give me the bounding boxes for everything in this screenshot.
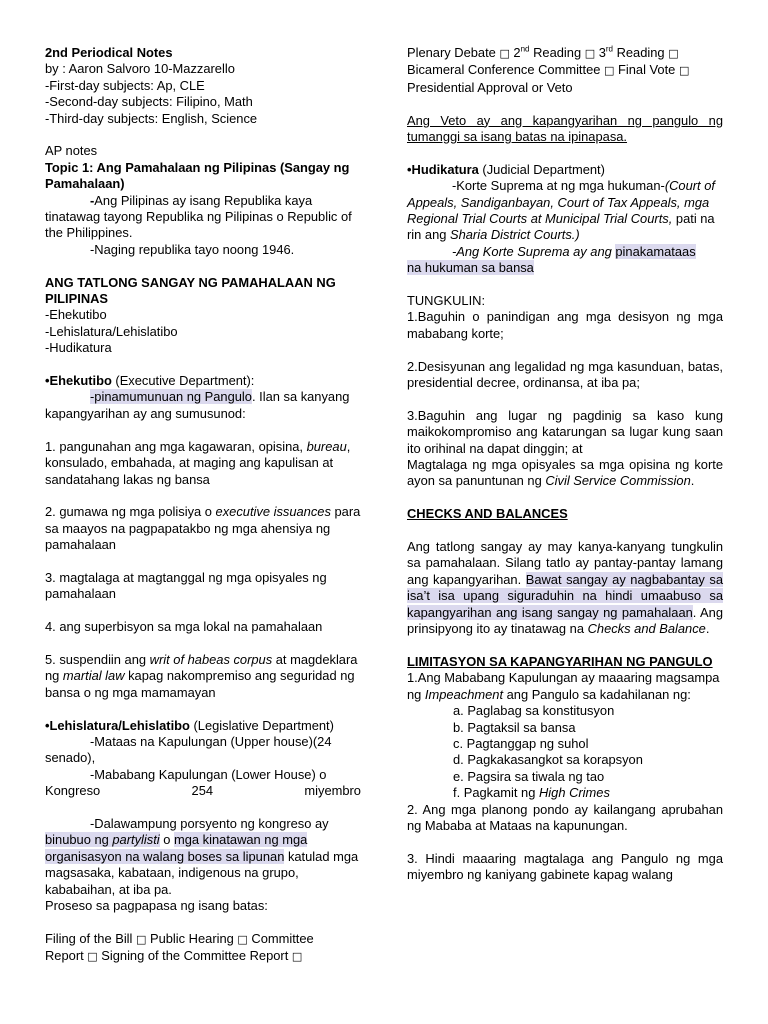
text: katulad mga magsasaka, kabataan, indigenous na grupo, kababaihan, at iba pa. xyxy=(45,848,359,897)
text: Ang Pilipinas ay isang Republika kaya tinatawag tayong Republika ng Pilipinas o Republic of the Philippines. xyxy=(45,192,352,241)
process-line-2 xyxy=(45,948,361,965)
italic: Civil Service Commission xyxy=(545,473,691,489)
lehislatura-heading xyxy=(45,718,361,734)
text: o xyxy=(159,832,175,848)
box-glyph: □ xyxy=(87,950,98,964)
italic: writ of habeas corpus xyxy=(149,651,273,667)
limitasyon-item: e. Pagsira sa tiwala ng tao xyxy=(453,768,605,784)
label: •Ehekutibo xyxy=(45,373,112,389)
right-column xyxy=(407,45,723,884)
italic: bureau xyxy=(306,438,347,454)
text: binubuo ng xyxy=(45,832,113,848)
text: . xyxy=(705,621,710,637)
tungkulin-label: TUNGKULIN: xyxy=(407,293,486,309)
box-glyph: □ xyxy=(237,932,248,946)
box-glyph: □ xyxy=(499,47,510,60)
left-column xyxy=(45,45,361,966)
dash: - xyxy=(90,192,95,208)
label: •Hudikatura xyxy=(407,161,479,177)
highlight: mga kinatawan ng mga organisasyon na walang boses sa lipunan xyxy=(45,832,308,864)
box-glyph: □ xyxy=(678,64,690,78)
italic: (Court of Appeals, Sandiganbayan, Court of Tax Appeals, mga Regional Trial Courts at Municipal Trial Courts, xyxy=(407,178,715,227)
text: Reading xyxy=(613,45,669,60)
text: ang Pangulo sa kadahilanan ng: xyxy=(503,686,691,702)
desc: (Judicial Department) xyxy=(478,161,605,177)
box-glyph: □ xyxy=(291,950,303,964)
power-5 xyxy=(45,652,361,701)
power-1 xyxy=(45,439,361,488)
text: Report xyxy=(45,948,88,964)
text: 1. pangunahan ang mga kagawaran, opisina, xyxy=(45,438,307,454)
text: 2. gumawa ng mga polisiya o xyxy=(45,504,216,520)
text: -Korte Suprema at ng mga hukuman- xyxy=(452,178,665,194)
label: •Lehislatura/Lehislatibo xyxy=(45,717,190,733)
highlight: -pinamumunuan ng Pangulo xyxy=(90,389,252,405)
process-line-5: Presidential Approval or Veto xyxy=(407,79,573,95)
limitasyon-item: a. Paglabag sa konstitusyon xyxy=(453,703,615,719)
text: 5. suspendiin ang xyxy=(45,651,150,667)
text: 3 xyxy=(595,45,606,60)
text: at magdeklara ng xyxy=(45,651,358,684)
power-3: 3. magtalaga at magtanggal ng mga opisyales ng pamahalaan xyxy=(45,569,327,602)
process-line-4 xyxy=(407,62,723,79)
limitasyon-item: d. Pagkakasangkot sa korapsyon xyxy=(453,752,643,768)
highlight: pinakamataas xyxy=(615,243,696,259)
branch-item: -Hudikatura xyxy=(45,340,112,356)
box-glyph: □ xyxy=(136,932,147,946)
checks-heading: CHECKS AND BALANCES xyxy=(407,506,568,522)
lower-house-line2 xyxy=(45,783,361,799)
limitasyon-item: b. Pagtaksil sa bansa xyxy=(453,719,576,735)
box-glyph: □ xyxy=(604,64,615,78)
branch-item: -Ehekutibo xyxy=(45,307,107,323)
tungkulin-2: 2.Desisyunan ang legalidad ng mga kasunduan, batas, presidential decree, ordinansa, at iba pa; xyxy=(407,358,723,391)
text: 254 xyxy=(191,783,214,799)
text: Committee xyxy=(247,930,314,946)
text: kapag nakompremiso ang seguridad ng bansa o ng mga mamamayan xyxy=(45,668,355,700)
subject-line-3: -Third-day subjects: English, Science xyxy=(45,110,258,126)
tungkulin-3: 3.Baguhin ang lugar ng pagdinig sa kaso kung maikokompromiso ang katarungan sa lugar kung saan ito orihinal na dapat dinggin; at xyxy=(407,407,723,456)
upper-house: -Mataas na Kapulungan (Upper house)(24 senado), xyxy=(45,733,332,766)
limitasyon-3: 3. Hindi maaaring magtalaga ang Pangulo ng mga miyembro ng kaniyang gabinete kapag walang xyxy=(407,850,723,883)
text: Plenary Debate xyxy=(407,45,500,60)
branch-item: -Lehislatura/Lehislatibo xyxy=(45,323,178,339)
highlight xyxy=(45,832,160,847)
tungkulin-1: 1.Baguhin o panindigan ang mga desisyon ng mga mababang korte; xyxy=(407,309,723,341)
text: Signing of the Committee Report xyxy=(97,948,292,964)
superscript: nd xyxy=(520,44,530,54)
topic1-paragraph-2: -Naging republika tayo noong 1946. xyxy=(90,241,295,257)
subject-line-2: -Second-day subjects: Filipino, Math xyxy=(45,94,253,110)
limitasyon-heading: LIMITASYON SA KAPANGYARIHAN NG PANGULO xyxy=(407,653,713,669)
limitasyon-item xyxy=(407,785,723,801)
limitasyon-2: 2. Ang mga planong pondo ay kailangang aprubahan ng Mababa at Mataas na kapunungan. xyxy=(407,801,723,833)
proseso-label: Proseso sa pagpapasa ng isang batas: xyxy=(45,897,268,913)
text: Bicameral Conference Committee xyxy=(407,62,605,78)
checks-paragraph xyxy=(407,539,723,637)
text: 2 xyxy=(509,45,521,60)
power-4: 4. ang superbisyon sa mga lokal na pamahalaan xyxy=(45,619,323,635)
text: pati na rin ang xyxy=(407,211,715,243)
italic: executive issuances xyxy=(215,504,331,520)
text: Reading xyxy=(529,45,585,60)
highlight: na hukuman sa bansa xyxy=(407,260,534,276)
text: Ang tatlong sangay ay may kanya-kanyang tungkulin sa pamahalaan. Silang tatlo ay pantay-pantay lamang ang kapangyarihan. xyxy=(407,539,723,587)
power-2 xyxy=(45,504,361,553)
text: Magtalaga ng mga opisyales sa mga opisina ng korte ayon sa panuntunan ng xyxy=(407,457,723,489)
text: . Ang prinsipyong ito ay tinatawag na xyxy=(407,604,723,637)
italic: Sharia District Courts.) xyxy=(450,227,580,243)
limitasyon-1 xyxy=(407,670,723,703)
ap-notes-label: AP notes xyxy=(45,143,98,159)
topic1-heading: Topic 1: Ang Pamahalaan ng Pilipinas (Sangay ng Pamahalaan) xyxy=(45,159,350,192)
author-line: by : Aaron Salvoro 10-Mazzarello xyxy=(45,61,235,77)
italic: martial law xyxy=(62,668,125,684)
text: para sa maayos na pagpapatakbo ng mga ahensiya ng pamahalaan xyxy=(45,504,361,553)
text: -Dalawampung porsyento ng kongreso ay xyxy=(90,815,329,831)
superscript: rd xyxy=(605,44,613,54)
box-glyph: □ xyxy=(668,47,679,60)
veto-definition: Ang Veto ay ang kapangyarihan ng pangulo ng tumanggi sa isang batas na ipinapasa. xyxy=(407,112,723,145)
highlight: Bawat sangay ay nagbabantay sa isa’t isa upang siguraduhin na hindi umaabuso sa kapangyarihan ang isang sangay ng pamahalaan xyxy=(407,571,723,620)
process-line-3 xyxy=(407,45,723,62)
tungkulin-4 xyxy=(407,457,723,490)
process-line-1 xyxy=(45,931,361,948)
korte-paragraph xyxy=(407,178,723,244)
topic1-paragraph-1 xyxy=(45,193,361,242)
desc: (Executive Department): xyxy=(111,373,255,389)
text: , konsulado, embahada, at maging ang kapulisan at sandatahang lakas ng bansa xyxy=(45,438,351,487)
text: Kongreso xyxy=(45,783,101,799)
italic: Impeachment xyxy=(424,686,504,702)
partylist-paragraph xyxy=(45,816,361,898)
doc-title: 2nd Periodical Notes xyxy=(45,45,173,60)
subject-line-1: -First-day subjects: Ap, CLE xyxy=(45,77,205,93)
box-glyph: □ xyxy=(584,47,596,60)
sangay-heading: ANG TATLONG SANGAY NG PAMAHALAAN NG PILIPINAS xyxy=(45,274,336,307)
text: miyembro xyxy=(304,783,361,799)
text: Public Hearing xyxy=(146,930,238,946)
korte-suprema-line xyxy=(407,244,723,277)
text: Final Vote xyxy=(614,62,679,78)
ehekutibo-intro xyxy=(45,389,361,422)
italic: Checks and Balance xyxy=(587,621,706,637)
text: . xyxy=(690,473,695,489)
text: f. Pagkamit ng xyxy=(453,785,539,801)
text: . Ilan sa kanyang kapangyarihan ay ang sumusunod: xyxy=(45,389,350,421)
hudikatura-heading xyxy=(407,162,723,178)
ehekutibo-heading xyxy=(45,373,361,389)
italic: partylisti xyxy=(112,832,160,848)
desc: (Legislative Department) xyxy=(189,717,334,733)
text: Filing of the Bill xyxy=(45,930,136,946)
text: 1.Ang Mababang Kapulungan ay maaaring magsampa ng xyxy=(407,670,720,702)
limitasyon-item: c. Pagtanggap ng suhol xyxy=(453,735,589,751)
lower-house: -Mababang Kapulungan (Lower House) o xyxy=(90,766,327,782)
italic: -Ang Korte Suprema ay ang xyxy=(452,243,616,259)
italic: High Crimes xyxy=(538,785,610,801)
